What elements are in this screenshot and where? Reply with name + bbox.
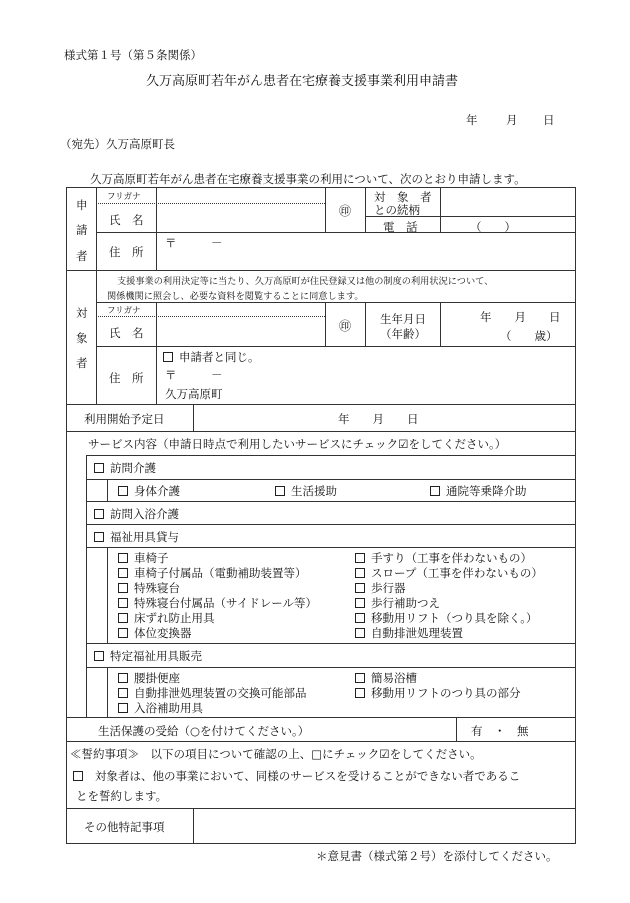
rental-right-2-checkbox[interactable] <box>355 568 365 578</box>
phone-input[interactable]: （ ） <box>470 220 516 234</box>
body-care-option[interactable] <box>118 483 180 499</box>
rental-left-4-label: 特殊寝台付属品（サイドレール等） <box>134 596 317 610</box>
pledge-text-1: 対象者は、他の事業において、同様のサービスを受けることができない者であるこ <box>95 769 521 783</box>
rental-right-2[interactable] <box>355 565 543 581</box>
applicant-seal-mark: ㊞ <box>339 204 352 218</box>
rental-right-5[interactable] <box>355 610 538 626</box>
consent-text-2: 関係機関に照会し、必要な資料を閲覧することに同意します。 <box>107 291 364 302</box>
subject-seal-mark: ㊞ <box>339 319 352 333</box>
consent-text-1: 支援事業の利用決定等に当たり、久万高原町が住民登録又は他の制度の利用状況について、 <box>117 276 494 287</box>
relation-input[interactable] <box>441 188 575 215</box>
applicant-furigana-label: フリガナ <box>107 192 141 202</box>
birth-label-2: （年齢） <box>380 327 426 341</box>
age-input[interactable]: （ 歳） <box>500 329 558 343</box>
addressee: （宛先）久万高原町長 <box>60 137 175 151</box>
rental-right-5-checkbox[interactable] <box>355 613 365 623</box>
rental-left-2[interactable] <box>118 565 307 581</box>
sales-left-1-label: 腰掛便座 <box>134 671 180 685</box>
rental-right-3-label: 歩行器 <box>371 581 406 595</box>
rental-left-1-checkbox[interactable] <box>118 553 128 563</box>
bath-care-checkbox[interactable] <box>94 509 104 519</box>
rental-left-4-checkbox[interactable] <box>118 598 128 608</box>
applicant-group-label-1: 申 <box>76 198 88 212</box>
rental-left-1-label: 車椅子 <box>134 551 169 565</box>
sales-left-3[interactable] <box>118 700 203 716</box>
sales-right-1-label: 簡易浴槽 <box>371 671 417 685</box>
rental-left-5-label: 床ずれ防止用具 <box>134 611 215 625</box>
birth-date-input[interactable]: 年 月 日 <box>480 310 561 324</box>
applicant-furigana-input[interactable] <box>157 188 324 202</box>
pledge-checkbox[interactable] <box>73 771 83 781</box>
same-as-applicant-label: 申請者と同じ。 <box>179 350 260 364</box>
sales-right-2-label: 移動用リフトのつり具の部分 <box>371 686 521 700</box>
applicant-group-label-2: 請 <box>76 223 88 237</box>
sales-label: 特定福祉用具販売 <box>110 649 202 663</box>
rental-right-5-label: 移動用リフト（つり具を除く。） <box>371 611 538 625</box>
start-date-input[interactable]: 年 月 日 <box>338 412 419 426</box>
rental-left-5[interactable] <box>118 610 215 626</box>
rental-right-1-label: 手すり（工事を伴わないもの） <box>371 551 532 565</box>
rental-left-6-label: 体位変換器 <box>134 626 192 640</box>
subject-address-label: 住 所 <box>109 371 144 385</box>
rental-right-6-checkbox[interactable] <box>355 628 365 638</box>
rental-right-4[interactable] <box>355 595 440 611</box>
form-number: 様式第１号（第５条関係） <box>64 48 202 62</box>
rental-right-1[interactable] <box>355 550 532 566</box>
relation-label-1: 対 象 者 <box>374 190 432 204</box>
relation-label-2: との続柄 <box>374 203 420 217</box>
body-care-label: 身体介護 <box>134 484 180 498</box>
rental-left-3[interactable] <box>118 580 180 596</box>
sales-checkbox[interactable] <box>94 651 104 661</box>
rental-option[interactable] <box>94 529 179 545</box>
rental-left-5-checkbox[interactable] <box>118 613 128 623</box>
life-support-label: 生活援助 <box>291 484 337 498</box>
transport-assist-option[interactable] <box>430 483 527 499</box>
sales-right-1-checkbox[interactable] <box>355 673 365 683</box>
date-year: 年 <box>466 113 478 127</box>
footnote: ＊意見書（様式第２号）を添付してください。 <box>316 849 558 863</box>
transport-assist-label: 通院等乗降介助 <box>446 484 527 498</box>
applicant-address-label: 住 所 <box>109 245 144 259</box>
welfare-label: 生活保護の受給（○を付けてください。） <box>98 724 310 738</box>
rental-right-4-label: 歩行補助つえ <box>371 596 440 610</box>
rental-left-3-checkbox[interactable] <box>118 583 128 593</box>
services-heading: サービス内容（申請日時点で利用したいサービスにチェック☑をしてください。） <box>88 437 507 451</box>
intro-text: 久万高原町若年がん患者在宅療養支援事業の利用について、次のとおり申請します。 <box>90 172 526 186</box>
same-as-applicant-checkbox[interactable] <box>163 352 173 362</box>
sales-right-2[interactable] <box>355 685 521 701</box>
subject-name-input[interactable] <box>157 317 324 345</box>
rental-right-1-checkbox[interactable] <box>355 553 365 563</box>
rental-left-2-checkbox[interactable] <box>118 568 128 578</box>
bath-care-option[interactable] <box>94 506 179 522</box>
page-title: 久万高原町若年がん患者在宅療養支援事業利用申請書 <box>146 74 459 89</box>
sales-right-2-checkbox[interactable] <box>355 688 365 698</box>
life-support-option[interactable] <box>275 483 337 499</box>
other-notes-input[interactable] <box>194 809 575 843</box>
rental-left-6-checkbox[interactable] <box>118 628 128 638</box>
sales-left-2-checkbox[interactable] <box>118 688 128 698</box>
applicant-address-input[interactable] <box>157 250 575 268</box>
rental-left-3-label: 特殊寝台 <box>134 581 180 595</box>
other-notes-label: その他特記事項 <box>84 820 165 834</box>
welfare-options[interactable]: 有 ・ 無 <box>471 724 529 738</box>
subject-group-label-1: 対 <box>76 306 88 320</box>
subject-group-label-2: 象 <box>76 331 88 345</box>
pledge-option[interactable] <box>73 768 520 784</box>
sales-left-2[interactable] <box>118 685 307 701</box>
subject-name-label: 氏 名 <box>109 326 144 340</box>
start-date-label: 利用開始予定日 <box>84 412 165 426</box>
pledge-heading: ≪誓約事項≫ 以下の項目について確認の上、□にチェック☑をしてください。 <box>70 747 482 761</box>
subject-town: 久万高原町 <box>165 387 223 401</box>
applicant-name-input[interactable] <box>157 204 324 231</box>
home-care-option[interactable] <box>94 460 156 476</box>
sales-left-1[interactable] <box>118 670 180 686</box>
sales-left-2-label: 自動排泄処理装置の交換可能部品 <box>134 686 307 700</box>
sales-left-3-label: 入浴補助用具 <box>134 701 203 715</box>
subject-furigana-input[interactable] <box>157 303 324 315</box>
sales-right-1[interactable] <box>355 670 417 686</box>
rental-right-3-checkbox[interactable] <box>355 583 365 593</box>
sales-left-3-checkbox[interactable] <box>118 703 128 713</box>
subject-group-label-3: 者 <box>76 356 88 370</box>
sales-option[interactable] <box>94 648 202 664</box>
phone-label: 電 話 <box>383 220 418 234</box>
subject-postal[interactable]: 〒 － <box>165 368 223 382</box>
rental-right-2-label: スロープ（工事を伴わないもの） <box>371 566 543 580</box>
sales-left-1-checkbox[interactable] <box>118 673 128 683</box>
rental-right-6[interactable] <box>355 625 463 641</box>
applicant-postal[interactable]: 〒 － <box>165 236 223 250</box>
rental-left-6[interactable] <box>118 625 192 641</box>
rental-right-3[interactable] <box>355 580 406 596</box>
transport-assist-checkbox[interactable] <box>430 486 440 496</box>
applicant-name-label: 氏 名 <box>109 213 144 227</box>
home-care-label: 訪問介護 <box>110 461 156 475</box>
date-month: 月 <box>506 113 518 127</box>
rental-label: 福祉用具貸与 <box>110 530 179 544</box>
rental-right-4-checkbox[interactable] <box>355 598 365 608</box>
bath-care-label: 訪問入浴介護 <box>110 507 179 521</box>
rental-left-2-label: 車椅子付属品（電動補助装置等） <box>134 566 307 580</box>
rental-right-6-label: 自動排泄処理装置 <box>371 626 463 640</box>
applicant-group-label-3: 者 <box>76 249 88 263</box>
life-support-checkbox[interactable] <box>275 486 285 496</box>
home-care-checkbox[interactable] <box>94 463 104 473</box>
body-care-checkbox[interactable] <box>118 486 128 496</box>
rental-left-4[interactable] <box>118 595 317 611</box>
same-as-applicant-option[interactable] <box>163 349 260 365</box>
rental-left-1[interactable] <box>118 550 169 566</box>
pledge-text-2: とを誓約します。 <box>76 789 168 803</box>
subject-furigana-label: フリガナ <box>107 306 141 316</box>
birth-label-1: 生年月日 <box>380 312 426 326</box>
date-day: 日 <box>543 113 555 127</box>
rental-checkbox[interactable] <box>94 532 104 542</box>
